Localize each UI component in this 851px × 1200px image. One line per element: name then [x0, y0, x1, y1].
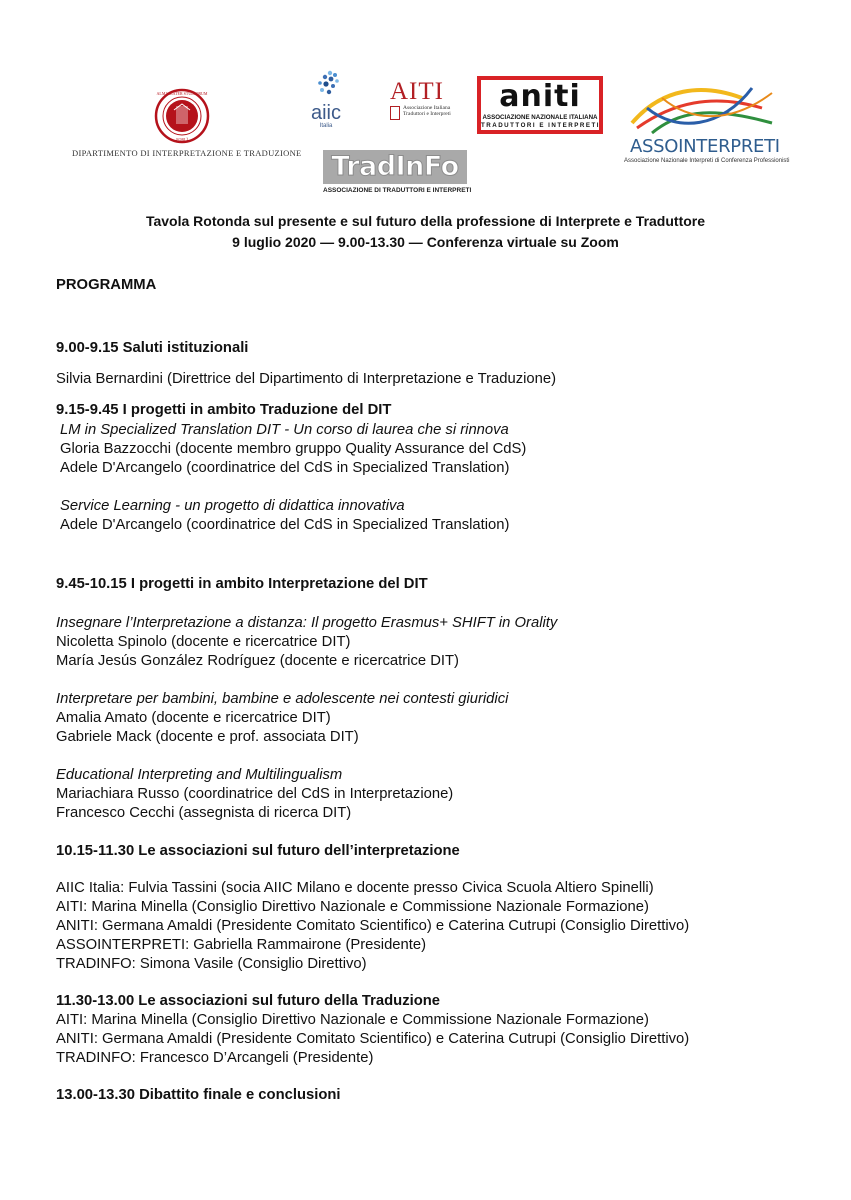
session-3-title: 9.45-10.15 I progetti in ambito Interpretazione del DIT — [56, 576, 428, 592]
assointerpreti-swirl-icon — [622, 78, 787, 138]
aiic-dots-icon — [310, 70, 342, 96]
session-3-talk-1-speaker: Nicoletta Spinolo (docente e ricercatrice DIT) — [56, 634, 351, 650]
svg-text:ALMA MATER STUDIORUM: ALMA MATER STUDIORUM — [156, 91, 208, 96]
session-2-talk-1-speaker: Gloria Bazzocchi (docente membro gruppo Quality Assurance del CdS) — [60, 441, 527, 457]
session-5-line: AITI: Marina Minella (Consiglio Direttivo Nazionale e Commissione Nazionale Formazione) — [56, 1012, 649, 1028]
assointerpreti-sub: Associazione Nazionale Interpreti di Conferenza Professionisti — [624, 158, 790, 164]
svg-text:FORLÌ: FORLÌ — [176, 137, 188, 142]
session-3-talk-1: Insegnare l’Interpretazione a distanza: Il progetto Erasmus+ SHIFT in Orality — [56, 615, 558, 631]
session-5-title: 11.30-13.00 Le associazioni sul futuro della Traduzione — [56, 993, 441, 1009]
session-1-title: 9.00-9.15 Saluti istituzionali — [56, 340, 249, 356]
tradinfo-name: TradInFo — [323, 150, 467, 184]
session-4-line: ASSOINTERPRETI: Gabriella Rammairone (Presidente) — [56, 937, 427, 953]
programma-heading: PROGRAMMA — [56, 277, 157, 293]
aniti-name: aniti — [499, 79, 581, 114]
aiic-name: aiic — [310, 102, 341, 124]
aniti-sub2: TRADUTTORI E INTERPRETI — [481, 122, 600, 129]
session-5-line: ANITI: Germana Amaldi (Presidente Comitato Scientifico) e Caterina Cutrupi (Consiglio Direttivo) — [56, 1031, 690, 1047]
aiti-sub2: Traduttori e Interpreti — [403, 111, 451, 117]
aiti-sub1: Associazione Italiana — [403, 105, 451, 111]
aiic-logo — [296, 70, 356, 140]
session-4-line: AIIC Italia: Fulvia Tassini (socia AIIC Milano e docente presso Civica Scuola Altiero Spinelli) — [56, 880, 654, 896]
session-2-talk-1-speaker: Adele D'Arcangelo (coordinatrice del CdS in Specialized Translation) — [60, 460, 510, 476]
aniti-logo — [477, 76, 603, 134]
session-4-line: ANITI: Germana Amaldi (Presidente Comitato Scientifico) e Caterina Cutrupi (Consiglio Direttivo) — [56, 918, 690, 934]
session-3-talk-2-speaker: Amalia Amato (docente e ricercatrice DIT) — [56, 710, 331, 726]
unibo-caption: DIPARTIMENTO DI INTERPRETAZIONE E TRADUZIONE — [72, 148, 302, 158]
aniti-sub1: ASSOCIAZIONE NAZIONALE ITALIANA — [482, 114, 598, 121]
session-3-talk-3-speaker: Francesco Cecchi (assegnista di ricerca DIT) — [56, 805, 352, 821]
session-4-line: AITI: Marina Minella (Consiglio Direttivo Nazionale e Commissione Nazionale Formazione) — [56, 899, 649, 915]
session-4-line: TRADINFO: Simona Vasile (Consiglio Direttivo) — [56, 956, 367, 972]
page-subtitle: 9 luglio 2020 — 9.00-13.30 — Conferenza virtuale su Zoom — [232, 234, 619, 250]
session-1-line: Silvia Bernardini (Direttrice del Dipartimento di Interpretazione e Traduzione) — [56, 371, 557, 387]
session-3-talk-1-speaker: María Jesús González Rodríguez (docente e ricercatrice DIT) — [56, 653, 459, 669]
tradinfo-logo — [323, 150, 472, 206]
assointerpreti-logo — [622, 78, 790, 168]
session-2-talk-2-speaker: Adele D'Arcangelo (coordinatrice del CdS in Specialized Translation) — [60, 517, 510, 533]
unibo-seal-icon — [154, 88, 210, 144]
session-2-talk-1: LM in Specialized Translation DIT - Un corso di laurea che si rinnova — [60, 422, 509, 438]
session-4-title: 10.15-11.30 Le associazioni sul futuro dell’interpretazione — [56, 843, 460, 859]
aiti-logo — [390, 80, 462, 130]
tradinfo-sub: ASSOCIAZIONE DI TRADUTTORI E INTERPRETI — [323, 187, 472, 194]
session-5-line: TRADINFO: Francesco D’Arcangeli (Presidente) — [56, 1050, 374, 1066]
session-6-title: 13.00-13.30 Dibattito finale e conclusioni — [56, 1087, 341, 1103]
aiti-mark-icon — [390, 106, 400, 120]
session-3-talk-2-speaker: Gabriele Mack (docente e prof. associata DIT) — [56, 729, 359, 745]
session-2-talk-2: Service Learning - un progetto di didattica innovativa — [60, 498, 405, 514]
session-3-talk-2: Interpretare per bambini, bambine e adolescente nei contesti giuridici — [56, 691, 509, 707]
aiti-name: AITI — [390, 78, 444, 105]
session-3-talk-3-speaker: Mariachiara Russo (coordinatrice del CdS in Interpretazione) — [56, 786, 454, 802]
page-title: Tavola Rotonda sul presente e sul futuro della professione di Interprete e Traduttore — [145, 213, 706, 229]
session-2-title: 9.15-9.45 I progetti in ambito Traduzione del DIT — [56, 402, 392, 418]
session-3-talk-3: Educational Interpreting and Multilingualism — [56, 767, 343, 783]
assointerpreti-name: ASSOINTERPRETI — [630, 136, 780, 157]
unibo-logo — [72, 88, 302, 166]
aiic-sub: Italia — [319, 123, 333, 129]
